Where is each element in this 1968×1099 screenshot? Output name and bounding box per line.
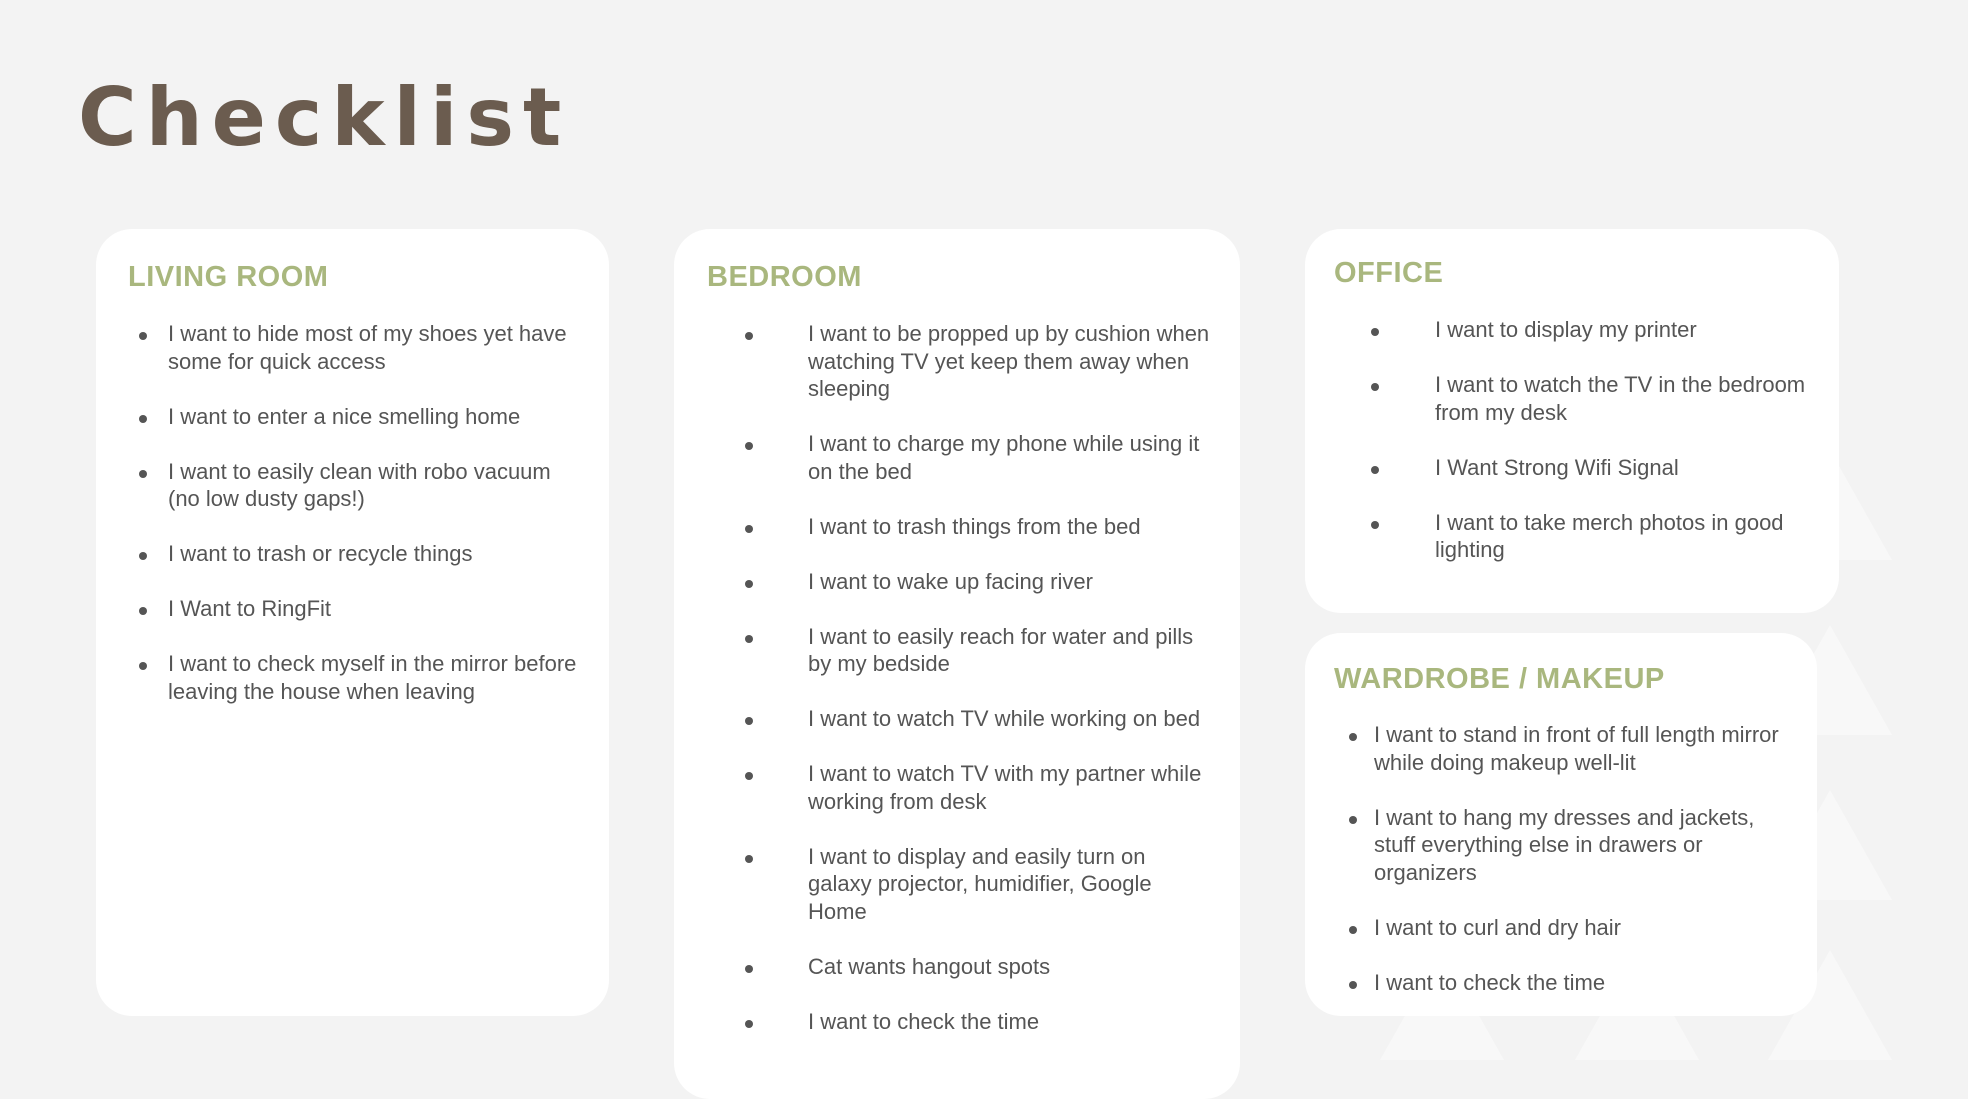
list-item-text: I want to check the time	[808, 1008, 1040, 1034]
bedroom-list	[707, 320, 1212, 1035]
list-item	[707, 843, 1212, 926]
list-item	[707, 320, 1212, 403]
bullet-icon	[139, 415, 147, 423]
list-item-text: I want to watch the TV in the bedroom from my desk	[1435, 372, 1806, 425]
bullet-icon	[745, 580, 753, 588]
list-item	[1334, 804, 1787, 887]
list-item-text: I want to check myself in the mirror before leaving the house when leaving	[168, 651, 577, 704]
bullet-icon	[139, 332, 147, 340]
list-item-text: I want to check the time	[1374, 969, 1606, 995]
bullet-icon	[1371, 383, 1379, 391]
bullet-icon	[139, 470, 147, 478]
bullet-icon	[139, 662, 147, 670]
bullet-icon	[139, 607, 147, 615]
list-item-text: I Want Strong Wifi Signal	[1435, 454, 1679, 480]
wardrobe-makeup-list	[1334, 721, 1787, 996]
list-item	[128, 458, 579, 513]
list-item-text: I want to take merch photos in good lighting	[1435, 509, 1784, 562]
list-item-text: I want to wake up facing river	[808, 568, 1093, 594]
list-item	[1334, 454, 1809, 482]
list-item	[1334, 316, 1809, 344]
office-list	[1334, 316, 1809, 564]
bullet-icon	[1371, 521, 1379, 529]
bullet-icon	[1371, 466, 1379, 474]
living-room-heading: LIVING ROOM	[128, 261, 329, 293]
office-heading: OFFICE	[1334, 257, 1444, 289]
list-item-text: I want to easily clean with robo vacuum (no low dusty gaps!)	[168, 458, 551, 511]
bullet-icon	[1349, 816, 1357, 824]
list-item	[128, 540, 579, 568]
list-item	[128, 650, 579, 705]
list-item-text: I want to hide most of my shoes yet have some for quick access	[168, 321, 567, 374]
wardrobe-makeup-card	[1305, 633, 1817, 1016]
bullet-icon	[745, 855, 753, 863]
list-item-text: I want to hang my dresses and jackets, stuff everything else in drawers or organizers	[1374, 804, 1755, 885]
bullet-icon	[745, 635, 753, 643]
list-item	[707, 705, 1212, 733]
bullet-icon	[139, 552, 147, 560]
list-item-text: I want to stand in front of full length mirror while doing makeup well-lit	[1374, 722, 1779, 775]
bullet-icon	[1371, 328, 1379, 336]
bullet-icon	[745, 1020, 753, 1028]
wardrobe-makeup-heading: WARDROBE / MAKEUP	[1334, 663, 1665, 695]
list-item-text: Cat wants hangout spots	[808, 953, 1051, 979]
list-item	[1334, 371, 1809, 426]
list-item-text: I want to charge my phone while using it on the bed	[808, 431, 1200, 484]
living-room-card	[96, 229, 609, 1016]
bullet-icon	[1349, 926, 1357, 934]
bullet-icon	[745, 717, 753, 725]
bullet-icon	[745, 332, 753, 340]
bedroom-heading: BEDROOM	[707, 261, 862, 293]
list-item	[1334, 721, 1787, 776]
page-title: Checklist	[78, 71, 571, 164]
list-item	[707, 953, 1212, 981]
list-item-text: I Want to RingFit	[168, 596, 332, 621]
list-item	[1334, 914, 1787, 942]
list-item	[707, 513, 1212, 541]
list-item-text: I want to display and easily turn on galaxy projector, humidifier, Google Home	[808, 843, 1152, 924]
bullet-icon	[1349, 733, 1357, 741]
bullet-icon	[745, 525, 753, 533]
list-item-text: I want to easily reach for water and pills by my bedside	[808, 623, 1194, 676]
list-item	[707, 1008, 1212, 1036]
list-item-text: I want to enter a nice smelling home	[168, 403, 521, 429]
bedroom-card	[674, 229, 1240, 1099]
bullet-icon	[745, 965, 753, 973]
list-item	[1334, 509, 1809, 564]
list-item	[128, 320, 579, 375]
bullet-icon	[1349, 981, 1357, 989]
bullet-icon	[745, 772, 753, 780]
list-item	[707, 430, 1212, 485]
office-card	[1305, 229, 1839, 613]
list-item-text: I want to watch TV with my partner while working from desk	[808, 761, 1202, 814]
list-item	[707, 623, 1212, 678]
list-item	[128, 403, 579, 431]
living-room-list	[128, 320, 579, 705]
list-item-text: I want to be propped up by cushion when watching TV yet keep them away when sleeping	[808, 321, 1210, 401]
list-item	[707, 760, 1212, 815]
list-item-text: I want to trash things from the bed	[808, 513, 1141, 539]
list-item	[128, 595, 579, 623]
list-item-text: I want to trash or recycle things	[168, 541, 473, 566]
list-item	[1334, 969, 1787, 997]
bullet-icon	[745, 442, 753, 450]
list-item-text: I want to watch TV while working on bed	[808, 706, 1201, 731]
list-item	[707, 568, 1212, 596]
list-item-text: I want to display my printer	[1435, 317, 1697, 342]
list-item-text: I want to curl and dry hair	[1374, 914, 1622, 940]
